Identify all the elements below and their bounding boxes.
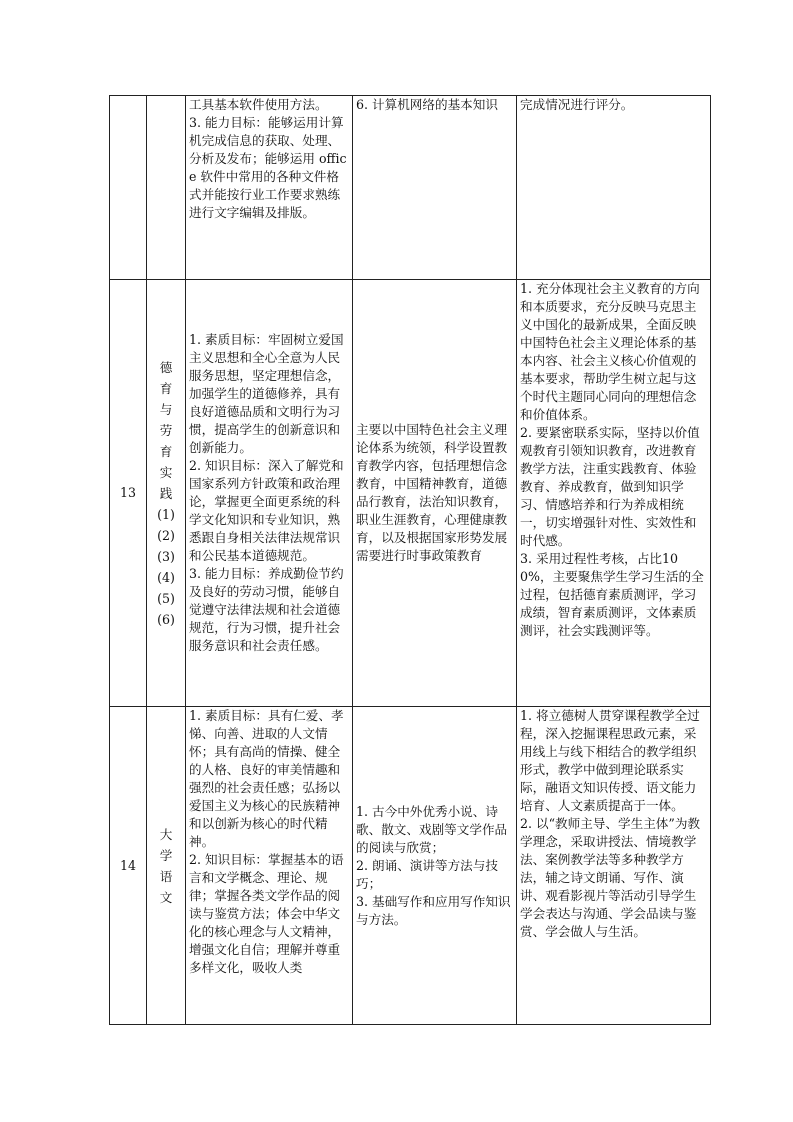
row-number: 14 (110, 707, 147, 1025)
course-name (147, 280, 186, 707)
objective-text: 1. 素质目标：牢固树立爱国主义思想和全心全意为人民服务思想，坚定理想信念，加强学生的道德修养，具有良好道德品质和文明行为习惯，提高学生的创新意识和创新能力。 (189, 332, 344, 455)
objective-text: 2. 知识目标：掌握基本的语言和文学概念、理论、规律；掌握各类文学作品的阅读与鉴赏方法；体会中华文化的核心理念与人文精神，增强文化自信；理解并尊重多样文化，吸收人类 (189, 852, 344, 975)
requirement-text: 3. 采用过程性考核，占比100%，主要聚焦学生学习生活的全过程，包括德育素质测评，学习成绩，智育素质测评，文体素质测评，社会实践测评等。 (520, 551, 704, 638)
objective-text: 工具基本软件使用方法。 (189, 97, 328, 112)
content-cell (353, 280, 517, 707)
objectives-cell (186, 280, 353, 707)
objective-text: 1. 素质目标：具有仁爱、孝悌、向善、进取的人文情怀；具有高尚的情操、健全的人格、良好的审美情趣和强烈的社会责任感；弘扬以爱国主义为核心的民族精神和以创新为核心的时代精神。 (189, 708, 344, 849)
objective-text: 2. 知识目标：深入了解党和国家系列方针政策和政治理论，掌握更全面更系统的科学文化知识和专业知识，熟悉跟自身相关法律法规常识和公民基本道德规范。 (189, 458, 344, 563)
course-name-char: 育 (159, 380, 173, 396)
course-name-char: 文 (159, 889, 173, 905)
course-name-char: 大 (159, 826, 173, 842)
requirements-cell (517, 280, 711, 707)
course-name-char: (2) (157, 527, 175, 543)
row-number (110, 96, 147, 280)
content-text: 1. 古今中外优秀小说、诗歌、散文、戏剧等文学作品的阅读与欣赏； (356, 803, 508, 855)
course-name-char: 践 (159, 485, 173, 501)
course-name-char: 育 (159, 443, 173, 459)
content-text: 2. 朗诵、演讲等方法与技巧； (356, 857, 498, 891)
objectives-cell (186, 707, 353, 1025)
course-name-char: 实 (159, 464, 173, 480)
requirement-text: 1. 充分体现社会主义教育的方向和本质要求，充分反映马克思主义中国化的最新成果，全面反映中国特色社会主义理论体系的基本内容、社会主义核心价值观的基本要求，帮助学生树立起与这个时代主题同心同向的理想信念和价值体系。 (520, 281, 700, 422)
course-name-char: 学 (159, 847, 173, 863)
requirements-cell (517, 707, 711, 1025)
table-row (110, 96, 711, 280)
course-name-char: 德 (159, 359, 173, 375)
table-row (110, 707, 711, 1025)
course-name (147, 96, 186, 280)
content-text: 6. 计算机网络的基本知识 (356, 97, 498, 112)
objective-text: 3. 能力目标：养成勤俭节约及良好的劳动习惯，能够自觉遵守法律法规和社会道德规范，行为习惯，提升社会服务意识和社会责任感。 (189, 566, 344, 653)
objectives-cell (186, 96, 353, 280)
course-name-char: (3) (157, 548, 175, 564)
requirement-text: 2. 要紧密联系实际，坚持以价值观教育引领知识教育，改进教育教学方法，注重实践教育、体验教育、养成教育，做到知识学习、情感培养和行为养成相统一，切实增强针对性、实效性和时代感。 (520, 425, 700, 548)
requirement-text: 完成情况进行评分。 (520, 97, 634, 112)
row-number: 13 (110, 280, 147, 707)
course-name-char: 与 (159, 401, 173, 417)
requirements-cell (517, 96, 711, 280)
content-text: 3. 基础写作和应用写作知识与方法。 (356, 893, 511, 927)
table-row (110, 280, 711, 707)
course-name-char: 语 (159, 868, 173, 884)
course-name-char: (5) (157, 590, 175, 606)
requirement-text: 2. 以“教师主导、学生主体”为教学理念，采取讲授法、情境教学法、案例教学法等多种教学方法，辅之诗文朗诵、写作、演讲、观看影视片等活动引导学生学会表达与沟通、学会品读与鉴赏、学会做人与生活。 (520, 816, 701, 939)
content-text: 主要以中国特色社会主义理论体系为统领，科学设置教育教学内容，包括理想信念教育，中国精神教育，道德品行教育，法治知识教育，职业生涯教育，心理健康教育，以及根据国家形势发展需要进行时事政策教育 (356, 422, 508, 563)
course-name-char: (6) (157, 611, 175, 627)
course-name-char: (1) (157, 506, 175, 522)
content-cell (353, 707, 517, 1025)
requirement-text: 1. 将立德树人贯穿课程教学全过程，深入挖掘课程思政元素，采用线上与线下相结合的教学组织形式，教学中做到理论联系实际，融语文知识传授、语文能力培育、人文素质提高于一体。 (520, 708, 700, 813)
course-name-char: (4) (157, 569, 175, 585)
course-name (147, 707, 186, 1025)
objective-text: 3. 能力目标：能够运用计算机完成信息的获取、处理、分析及发布；能够运用 office 软件中常用的各种文件格式并能按行业工作要求熟练进行文字编辑及排版。 (189, 115, 347, 220)
content-cell (353, 96, 517, 280)
course-name-char: 劳 (159, 422, 173, 438)
course-table (109, 95, 711, 1025)
